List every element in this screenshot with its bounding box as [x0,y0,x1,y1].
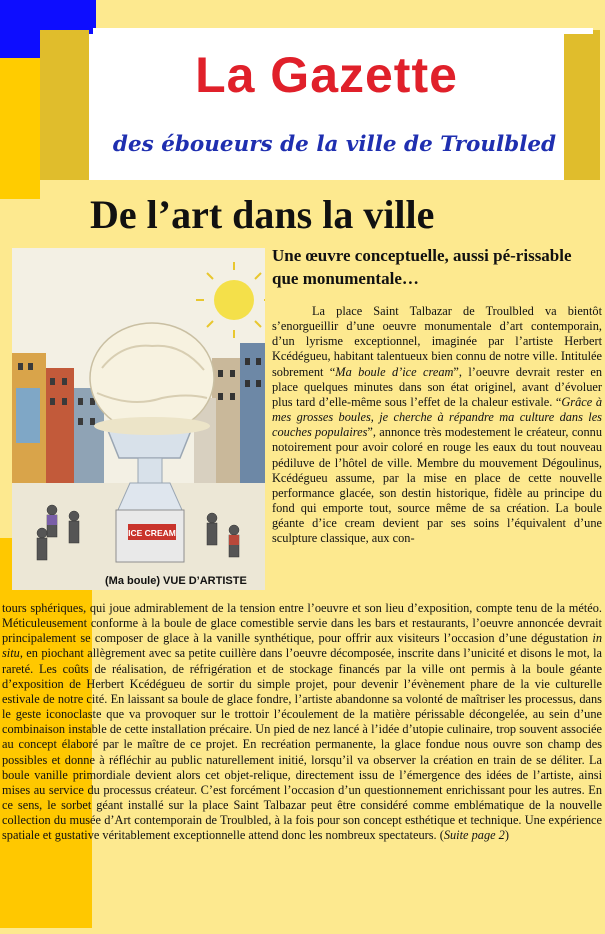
artwork-title: Ma boule d’ice cream [335,364,454,379]
ice-cream-sculpture-illustration [12,248,265,590]
in-situ-term: in situ [2,631,602,661]
body-text: ”, l’oeuvre devrait rester en place quelques minutes dans son état originel, avant d’évoluer plus tard d’elle-même sous l’effet de la chaleur estivale. “ [272,364,602,409]
article-figure [12,248,265,590]
masthead [89,34,564,180]
article-paragraph-column [272,304,602,547]
body-text: La place Saint Talbazar de Troulbled va bientôt s’enorgueillir d’une oeuvre monumentale d’art contemporain, d’un lyrisme exceptionnel, imaginée par l’artiste Herbert Kcédégueu, habitant talentueux bien connu de notre ville. Intitulée sobrement “ [272,304,602,379]
masthead-title: La Gazette [195,47,458,103]
left-yellow-block [0,58,40,199]
body-text: ”, annonce très modestement le créateur, connu notoirement pour avoir coloré en rouge les eaux du tout nouveau pédiluve de l’hôtel de ville. Membre du mouvement Dégoulinus, Kcédégueu assume, par la mise en place de cette nouvelle performance glacée, son destin historique, fidèle au principe du fond qui emporte tout, source même de sa création. La boule géante d’ice cream devient par ses soins l’équivalent d’une sculpture classique, aux con- [272,425,602,546]
body-text: , en piochant allègrement avec sa petite cuillère dans l’oeuvre décomposée, inscrite dans l’unicité et disons le mot, la rareté. Les coûts de réalisation, de réfrigération et de stockage financés par la ville ont permis à la boule géante d’exposition de Herbert Kcédégueu de sortir du simple projet, pour devenir l’évènement phare de la vie culturelle estivale de notre cité. En laissant sa boule de glace fondre, l’artiste abandonne sa volonté de maîtriser les processus, dans le geste iconoclaste que va provoquer sur le trottoir l’écoulement de la matière périssable décongelée, au sein d’une combinaison instable de cette installation précaire. Un pied de nez lancé à l’idée d’utopie culinaire, trop souvent associée au concept élaboré par le maître de ce projet. En recréation permanente, la glace fondue nous ouvre son champ des possibles et donne à réfléchir au public naturellement initié, lorsqu’il va observer la création en train de se déliter. La boule vanille primordiale devient alors cet objet-relique, directement issu de l’émergence des idées de l’artiste, ainsi mises au service du processus créateur. C’est forcément l’occasion d’un questionnement enrichissant pour les autres. En ce sens, le sorbet géant installé sur la place Saint Talbazar peut être considéré comme emblématique de la nouvelle collection du musée d’Art contemporain de Troulbled, à la fois pour son concept esthétique et technique. Une expérience spatiale et gustative véritablement exceptionnelle attend donc les nombreux spectateurs. ( [2,646,602,843]
figure-caption: (Ma boule) VUE D’ARTISTE [105,575,247,587]
body-text: tours sphériques, qui joue admirablement de la tension entre l’oeuvre et son lieu d’exposition, compte tenu de la météo. Méticuleusement conforme à la boule de glace comestible servie dans les bars et restaurants, l’oeuvre annoncée devrait principalement se composer de glace à la vanille synthétique, pour offrir aux visiteurs l’occasion d’une dégustation [2,601,602,646]
article-headline: De l’art dans la ville [90,192,435,237]
artist-quote: Grâce à mes grosses boules, je cherche à répandre ma culture dans les couches populaires [272,394,602,440]
article-paragraph-full [2,601,602,844]
continued-link[interactable]: Suite page 2 [443,828,505,843]
masthead-subtitle: des éboueurs de la ville de Troulbled [112,132,557,157]
sign-text: ICE CREAM [128,528,176,538]
body-text: ) [504,828,509,843]
article-subhead: Une œuvre conceptuelle, aussi pé-rissable que monumentale… [272,246,572,288]
